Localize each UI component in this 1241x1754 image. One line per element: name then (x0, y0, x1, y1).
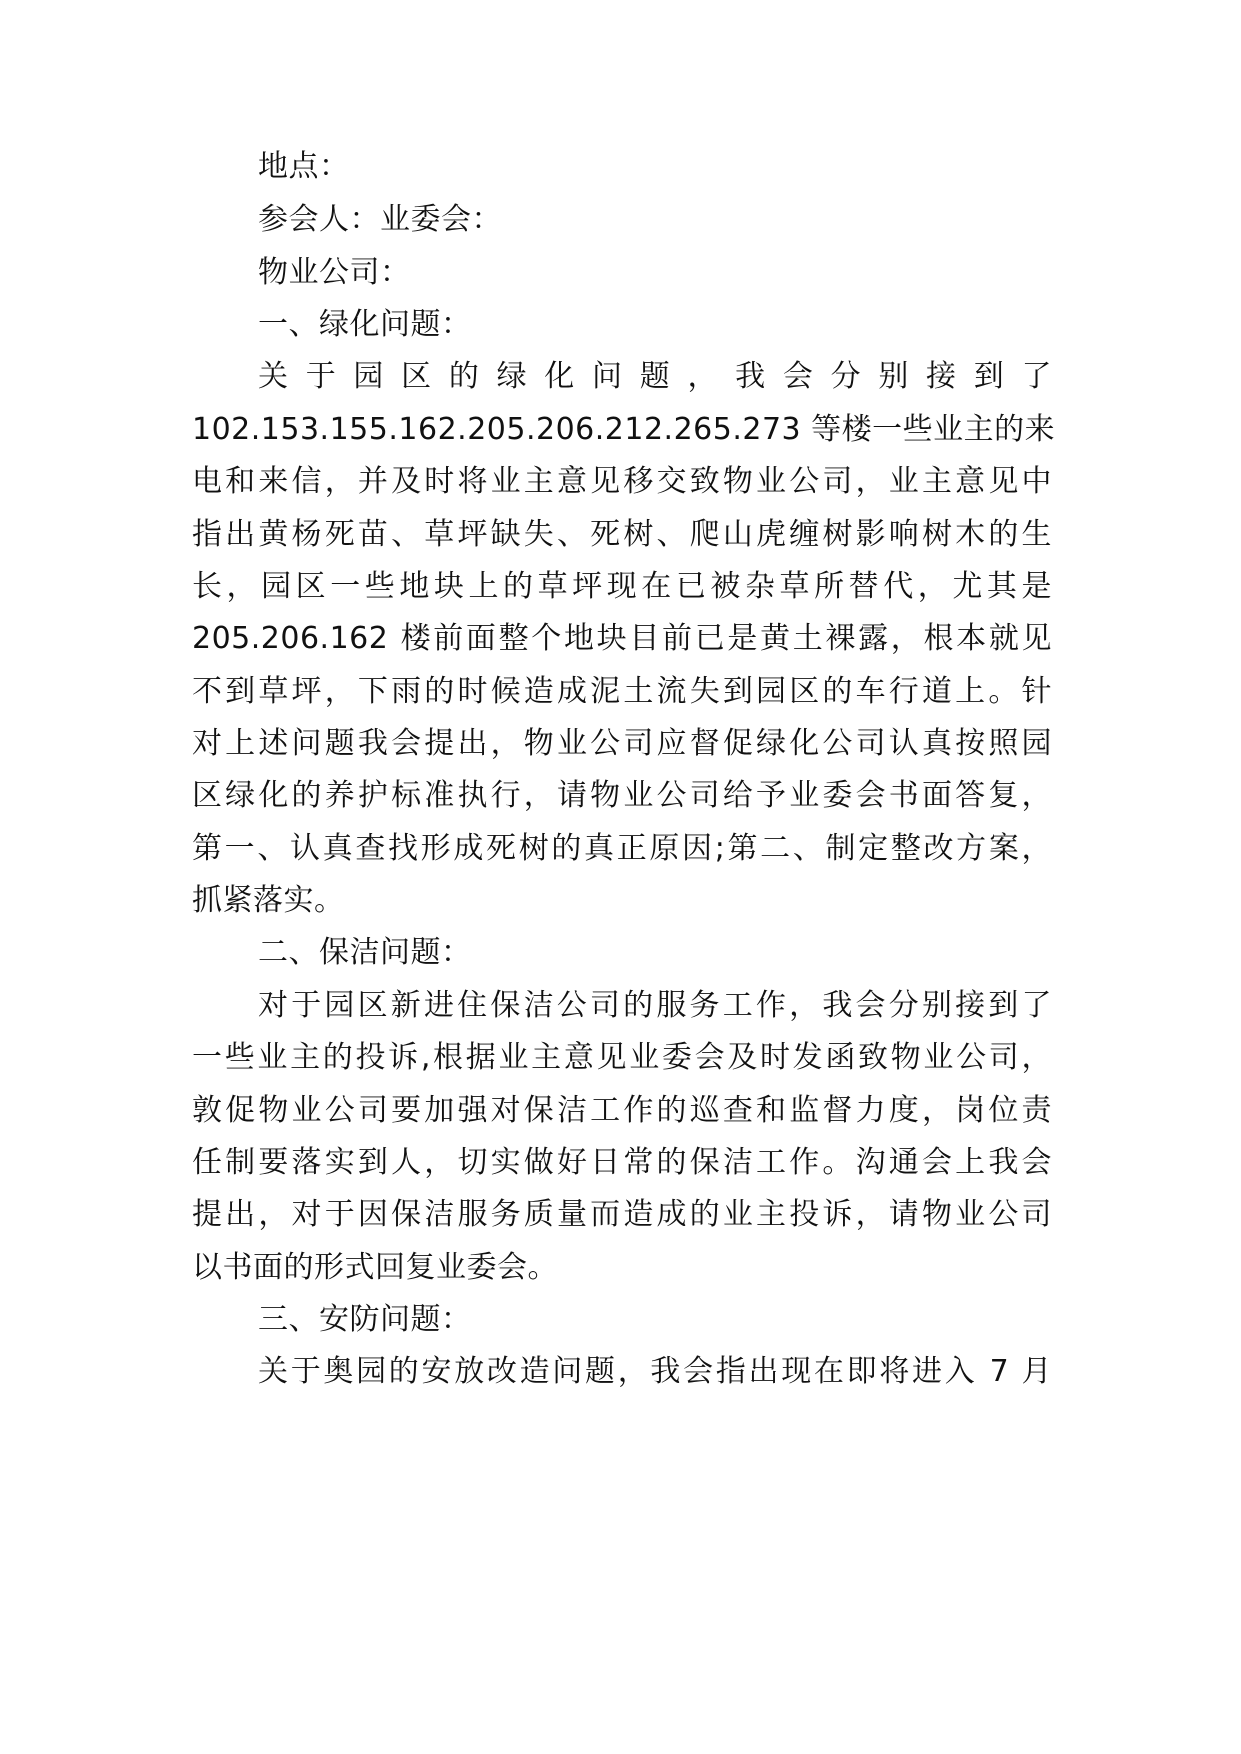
paragraph-line: 102.153.155.162.205.206.212.265.273 等楼一些业主的来 (192, 412, 1056, 447)
paragraph-line: 对于园区新进住保洁公司的服务工作，我会分别接到了 (258, 988, 1052, 1023)
paragraph-line: 以书面的形式回复业委会。 (192, 1250, 558, 1285)
section-heading-greening: 一、绿化问题： (258, 307, 472, 342)
paragraph-line: 任制要落实到人，切实做好日常的保洁工作。沟通会上我会 (192, 1145, 1052, 1180)
paragraph-line: 提出，对于因保洁服务质量而造成的业主投诉，请物业公司 (192, 1197, 1052, 1232)
paragraph-line: 电和来信，并及时将业主意见移交致物业公司，业主意见中 (192, 464, 1052, 499)
attendees-label: 参会人：业委会： (258, 202, 502, 237)
paragraph-line: 一些业主的投诉,根据业主意见业委会及时发函致物业公司， (192, 1040, 1052, 1075)
paragraph-line: 关于奥园的安放改造问题，我会指出现在即将进入 7 月 (258, 1354, 1052, 1389)
property-company-label: 物业公司： (258, 255, 411, 290)
paragraph-line: 指出黄杨死苗、草坪缺失、死树、爬山虎缠树影响树木的生 (192, 517, 1052, 552)
section-heading-security: 三、安防问题： (258, 1302, 472, 1337)
paragraph-line: 第一、认真查找形成死树的真正原因;第二、制定整改方案， (192, 831, 1052, 866)
paragraph-line: 区绿化的养护标准执行，请物业公司给予业委会书面答复， (192, 778, 1052, 813)
paragraph-line: 205.206.162 楼前面整个地块目前已是黄土裸露，根本就见 (192, 621, 1052, 656)
paragraph-line: 抓紧落实。 (192, 883, 345, 918)
paragraph-line: 长，园区一些地块上的草坪现在已被杂草所替代，尤其是 (192, 569, 1052, 604)
paragraph-line: 敦促物业公司要加强对保洁工作的巡查和监督力度，岗位责 (192, 1093, 1052, 1128)
paragraph-line: 对上述问题我会提出，物业公司应督促绿化公司认真按照园 (192, 726, 1052, 761)
place-label: 地点： (258, 149, 350, 184)
section-heading-cleaning: 二、保洁问题： (258, 935, 472, 970)
paragraph-line: 不到草坪，下雨的时候造成泥土流失到园区的车行道上。针 (192, 674, 1052, 709)
paragraph-line: 关 于 园 区 的 绿 化 问 题 ， 我 会 分 别 接 到 了 (258, 359, 1052, 394)
